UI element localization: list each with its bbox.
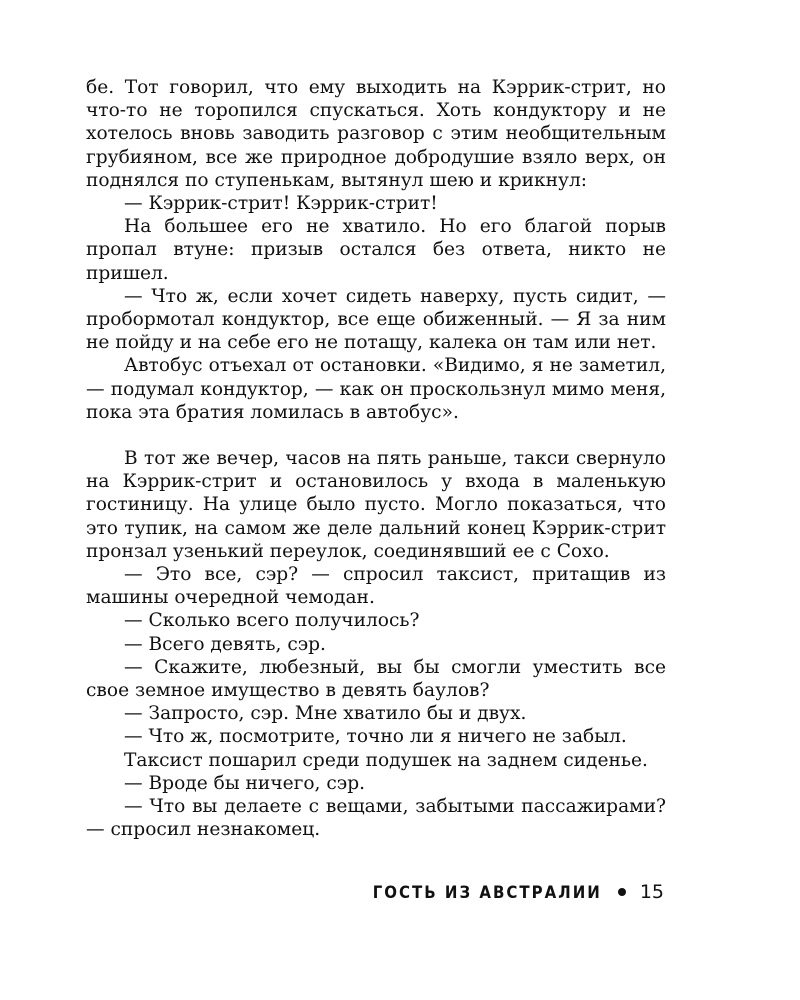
- paragraph: Таксист пошарил среди подушек на заднем сиденье.: [124, 749, 648, 771]
- paragraph: — Это все, сэр? — спросил таксист, притащив из машины очередной чемодан.: [86, 564, 666, 609]
- paragraph: — Сколько всего получилось?: [124, 610, 420, 632]
- paragraph: бе. Тот говорил, что ему выходить на Кэррик-стрит, но что-то не торопился спускаться. Хоть кондуктору и не хотелось вновь заводить разговор с этим необщительным грубияном, все же природное добродушие взяло верх, он поднялся по ступенькам, вытянул шею и крикнул:: [86, 77, 666, 191]
- paragraph: В тот же вечер, часов на пять раньше, такси свернуло на Кэррик-стрит и остановилось у входа в маленькую гостиницу. На улице было пусто. Могло показаться, что это тупик, на самом же деле дальний конец Кэррик-стрит пронзал узенький переулок, соединявший ее с Сохо.: [86, 448, 666, 562]
- page-body-text: [86, 76, 666, 842]
- paragraph: Автобус отъехал от остановки. «Видимо, я не заметил, — подумал кондуктор, — как он проскользнул мимо меня, пока эта братия ломилась в автобус».: [86, 355, 666, 423]
- paragraph: — Кэррик-стрит! Кэррик-стрит!: [124, 193, 438, 215]
- paragraph: — Запросто, сэр. Мне хватило бы и двух.: [124, 703, 527, 725]
- paragraph: — Что вы делаете с вещами, забытыми пассажирами? — спросил незнакомец.: [86, 796, 666, 841]
- bullet-separator-icon: [618, 888, 626, 896]
- paragraph: — Что ж, если хочет сидеть наверху, пусть сидит, — пробормотал кондуктор, все еще обиженный. — Я за ним не пойду и на себе его не потащу, калека он там или нет.: [86, 285, 666, 354]
- running-title: ГОСТЬ ИЗ АВСТРАЛИИ: [372, 881, 602, 903]
- paragraph: — Вроде бы ничего, сэр.: [124, 772, 366, 794]
- paragraph: На большее его не хватило. Но его благой порыв пропал втуне: призыв остался без ответа, никто не пришел.: [86, 216, 666, 284]
- page-number: 15: [639, 881, 664, 903]
- page-footer: [373, 881, 664, 903]
- paragraph: — Всего девять, сэр.: [124, 633, 326, 655]
- paragraph: — Скажите, любезный, вы бы смогли уместить все свое земное имущество в девять баулов?: [86, 656, 666, 702]
- paragraph: — Что ж, посмотрите, точно ли я ничего не забыл.: [124, 726, 627, 748]
